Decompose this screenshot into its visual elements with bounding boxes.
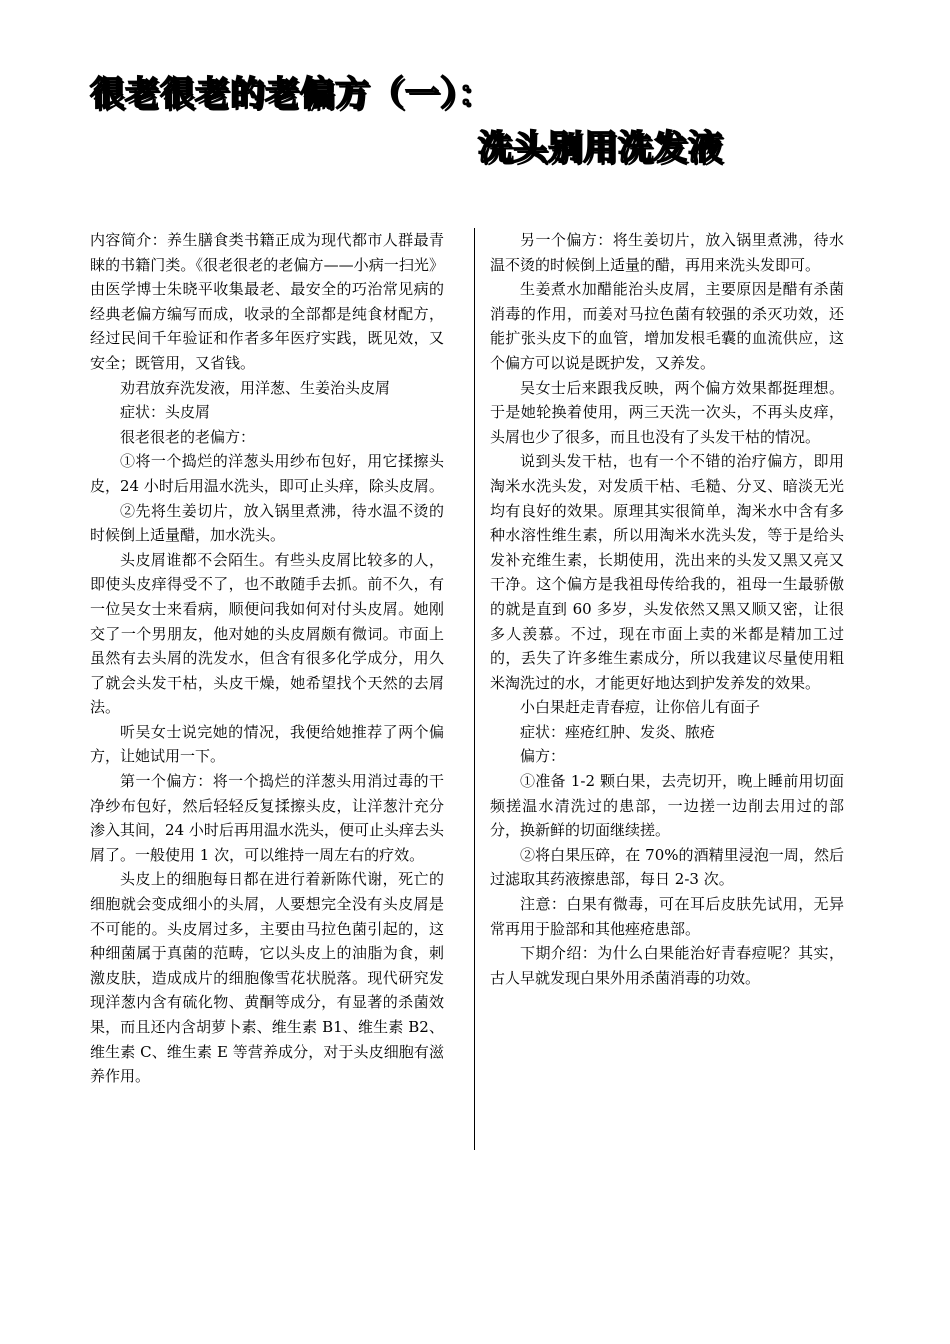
- body-paragraph: 生姜煮水加醋能治头皮屑，主要原因是醋有杀菌消毒的作用，而姜对马拉色菌有较强的杀灭功效，还能扩张头皮下的血管，增加发根毛囊的血流供应，这个偏方可以说是既护发，又养发。: [490, 280, 844, 372]
- body-paragraph: 头皮屑谁都不会陌生。有些头皮屑比较多的人，即使头皮痒得受不了，也不敢随手去抓。前不久，有一位吴女士来看病，顺便问我如何对付头皮屑。她刚交了一个男朋友，他对她的头皮屑颇有微词。市面上虽然有去头屑的洗发水，但含有很多化学成分，用久了就会头发干枯，头皮干燥，她希望找个天然的去屑法。: [90, 550, 444, 717]
- body-paragraph: 另一个偏方：将生姜切片，放入锅里煮沸，待水温不烫的时候倒上适量的醋，再用来洗头发即可。: [490, 231, 844, 274]
- page-title-line1: 很老很老的老偏方（一）：: [90, 74, 493, 114]
- column-divider: [474, 228, 475, 1150]
- intro-paragraph: 内容简介：养生膳食类书籍正成为现代都市人群最青睐的书籍门类。《很老很老的老偏方——小病一扫光》由医学博士朱晓平收集最老、最安全的巧治常见病的经典老偏方编写而成，收录的全部都是纯食材配方，经过民间千年验证和作者多年医疗实践，既见效，又安全；既管用，又省钱。: [90, 231, 444, 372]
- body-paragraph: 听吴女士说完她的情况，我便给她推荐了两个偏方，让她试用一下。: [90, 722, 444, 766]
- left-column: [90, 228, 444, 1089]
- remedy-label: 很老很老的老偏方：: [120, 427, 256, 446]
- caution-note: 注意：白果有微毒，可在耳后皮肤先试用，无异常再用于脸部和其他痤疮患部。: [490, 895, 844, 938]
- body-paragraph: 说到头发干枯，也有一个不错的治疗偏方，即用淘米水洗头发，对发质干枯、毛糙、分叉、暗淡无光均有良好的效果。原理其实很简单，淘米水中含有多种水溶性维生素，所以用淘米水洗头发，等于是给头发补充维生素，长期使用，洗出来的头发又黑又亮又干净。这个偏方是我祖母传给我的，祖母一生最骄傲的就是直到 60 多岁，头发依然又黑又顺又密，让很多人羡慕。不过，现在市面上卖的米都是精加工过的，丢失了许多维生素成分，所以我建议尽量使用粗米淘洗过的水，才能更好地达到护发养发的效果。: [490, 452, 844, 692]
- remedy-item-1: ①将一个捣烂的洋葱头用纱布包好，用它揉擦头皮，24 小时后用温水洗头，即可止头痒，除头皮屑。: [90, 452, 444, 495]
- section-heading-acne: 小白果赶走青春痘，让你倍儿有面子: [520, 698, 761, 717]
- right-column: [490, 228, 844, 990]
- next-issue-preview: 下期介绍：为什么白果能治好青春痘呢？其实，古人早就发现白果外用杀菌消毒的功效。: [490, 944, 844, 987]
- body-paragraph: 吴女士后来跟我反映，两个偏方效果都挺理想。于是她轮换着使用，两三天洗一次头，不再头皮痒，头屑也少了很多，而且也没有了头发干枯的情况。: [490, 378, 844, 446]
- section-heading-dandruff: 劝君放弃洗发液，用洋葱、生姜治头皮屑: [120, 378, 391, 397]
- remedy-item-1: ①准备 1-2 颗白果，去壳切开，晚上睡前用切面频搓温水清洗过的患部，一边搓一边削去用过的部分，换新鲜的切面继续搓。: [490, 772, 844, 840]
- page-title-line2: 洗头别用洗发液: [478, 128, 723, 168]
- body-paragraph: 头皮上的细胞每日都在进行着新陈代谢，死亡的细胞就会变成细小的头屑，人要想完全没有头皮屑是不可能的。头皮屑过多，主要由马拉色菌引起的，这种细菌属于真菌的范畴，它以头皮上的油脂为食，刺激皮肤，造成成片的细胞像雪花状脱落。现代研究发现洋葱内含有硫化物、黄酮等成分，有显著的杀菌效果，而且还内含胡萝卜素、维生素 B1、维生素 B2、维生素 C、维生素 E 等营养成分，对于头皮细胞有滋养作用。: [90, 870, 444, 1086]
- symptom-line: 症状：痤疮红肿、发炎、脓疮: [520, 722, 716, 741]
- remedy-item-2: ②先将生姜切片，放入锅里煮沸，待水温不烫的时候倒上适量醋，加水洗头。: [90, 501, 444, 545]
- remedy-item-2: ②将白果压碎，在 70%的酒精里浸泡一周，然后过滤取其药液擦患部，每日 2-3 次。: [490, 845, 844, 889]
- body-paragraph: 第一个偏方：将一个捣烂的洋葱头用消过毒的干净纱布包好，然后轻轻反复揉擦头皮，让洋葱汁充分渗入其间，24 小时后再用温水洗头，便可止头痒去头屑了。一般使用 1 次，可以维持一周左右的疗效。: [90, 772, 444, 864]
- remedy-label: 偏方：: [520, 747, 566, 766]
- symptom-line: 症状：头皮屑: [120, 403, 211, 422]
